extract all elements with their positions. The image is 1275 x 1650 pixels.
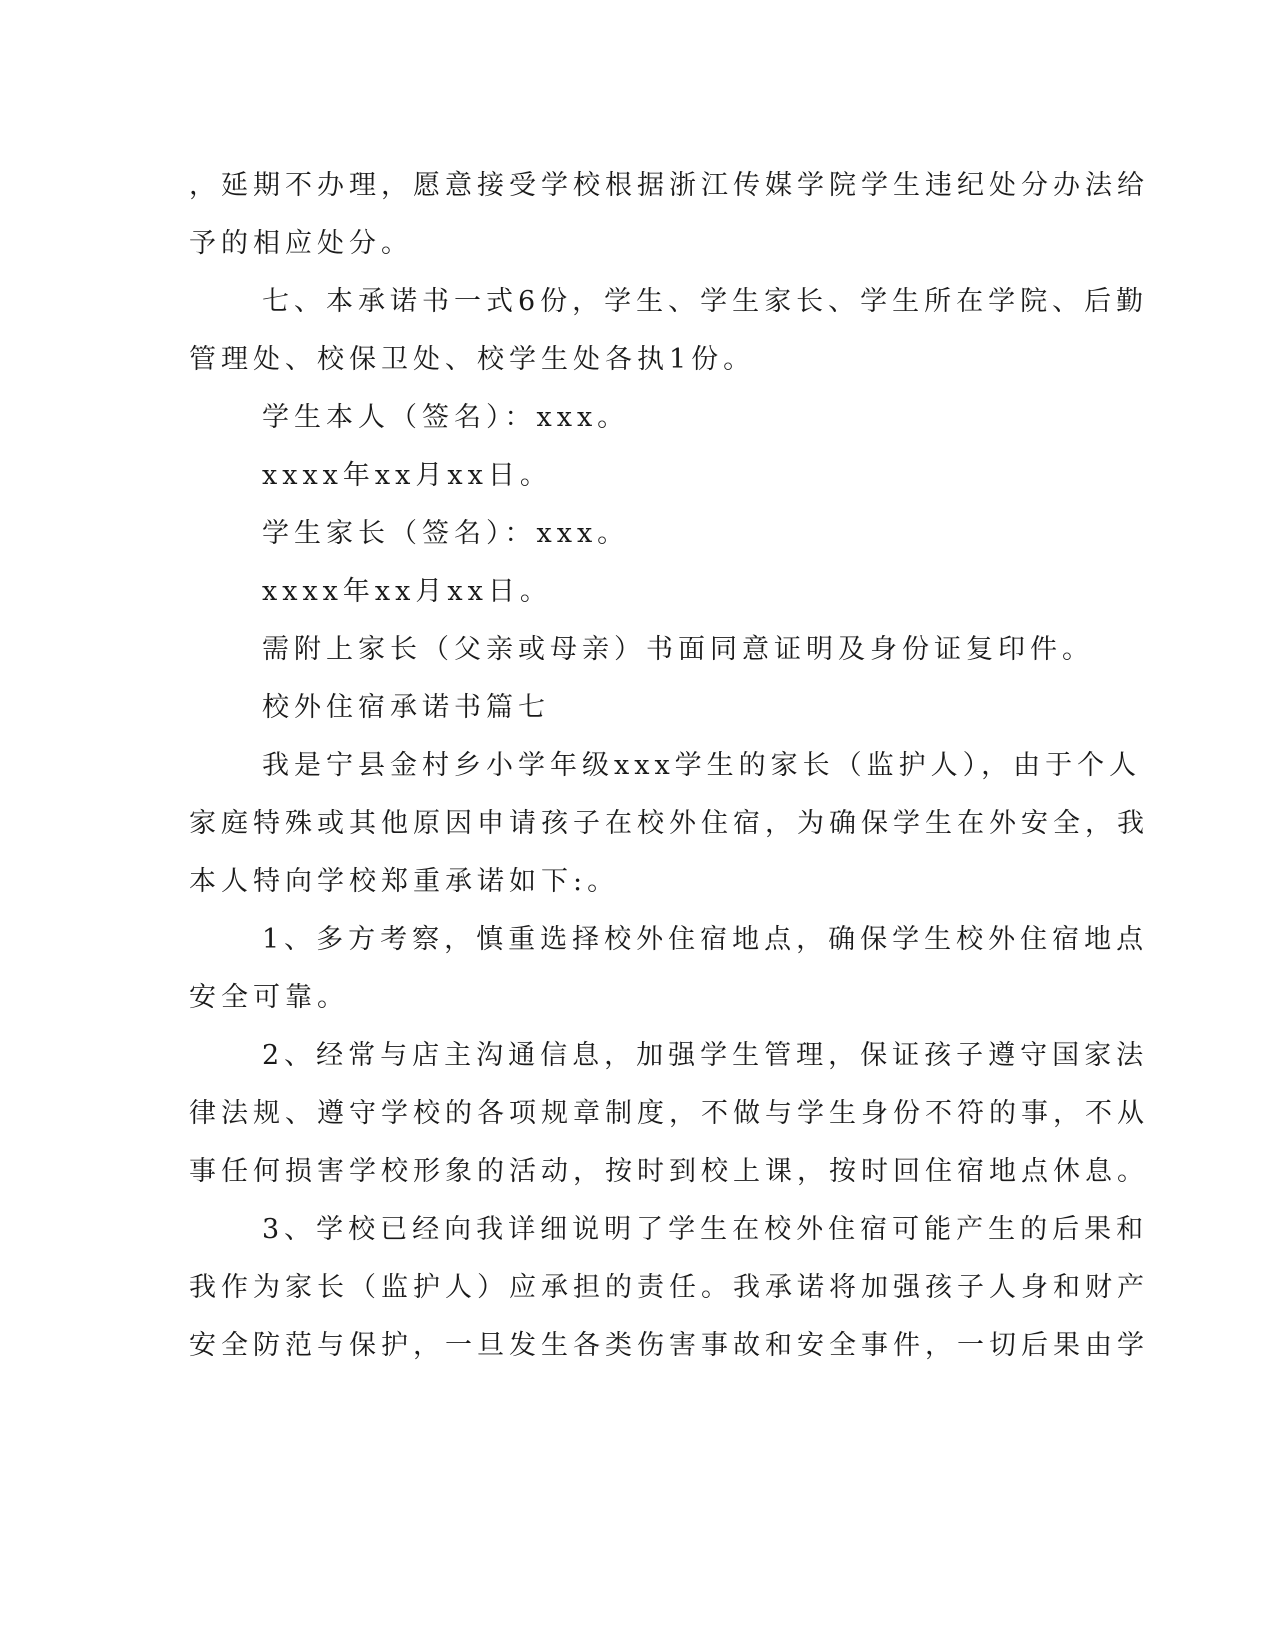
list-item-1: 1、多方考察，慎重选择校外住宿地点，确保学生校外住宿地点 [262,924,1149,955]
attachment-note: 需附上家长（父亲或母亲）书面同意证明及身份证复印件。 [262,634,1094,665]
parent-signature-line: 学生家长（签名）：xxx。 [262,518,630,549]
text-line: 家庭特殊或其他原因申请孩子在校外住宿，为确保学生在外安全，我 [189,808,1149,839]
student-signature-line: 学生本人（签名）：xxx。 [262,402,630,433]
date-line: xxxx年xx月xx日。 [262,576,552,607]
paragraph-seven: 七、本承诺书一式6份，学生、学生家长、学生所在学院、后勤 [262,286,1149,317]
text-line: 我作为家长（监护人）应承担的责任。我承诺将加强孩子人身和财产 [189,1272,1149,1303]
text-line: 管理处、校保卫处、校学生处各执1份。 [189,344,756,375]
text-line: 我是宁县金村乡小学年级xxx学生的家长（监护人），由于个人 [262,750,1142,781]
text-line: 安全可靠。 [189,982,349,1013]
text-line: 律法规、遵守学校的各项规章制度，不做与学生身份不符的事，不从 [189,1098,1149,1129]
text-line: 安全防范与保护，一旦发生各类伤害事故和安全事件，一切后果由学 [189,1330,1149,1361]
list-item-3: 3、学校已经向我详细说明了学生在校外住宿可能产生的后果和 [262,1214,1149,1245]
list-item-2: 2、经常与店主沟通信息，加强学生管理，保证孩子遵守国家法 [262,1040,1149,1071]
text-line: 事任何损害学校形象的活动，按时到校上课，按时回住宿地点休息。 [189,1156,1149,1187]
text-line: 本人特向学校郑重承诺如下:。 [189,866,620,897]
text-line: 予的相应处分。 [189,228,413,259]
date-line: xxxx年xx月xx日。 [262,460,552,491]
text-line: ，延期不办理，愿意接受学校根据浙江传媒学院学生违纪处分办法给 [189,170,1149,201]
section-heading: 校外住宿承诺书篇七 [262,692,550,723]
